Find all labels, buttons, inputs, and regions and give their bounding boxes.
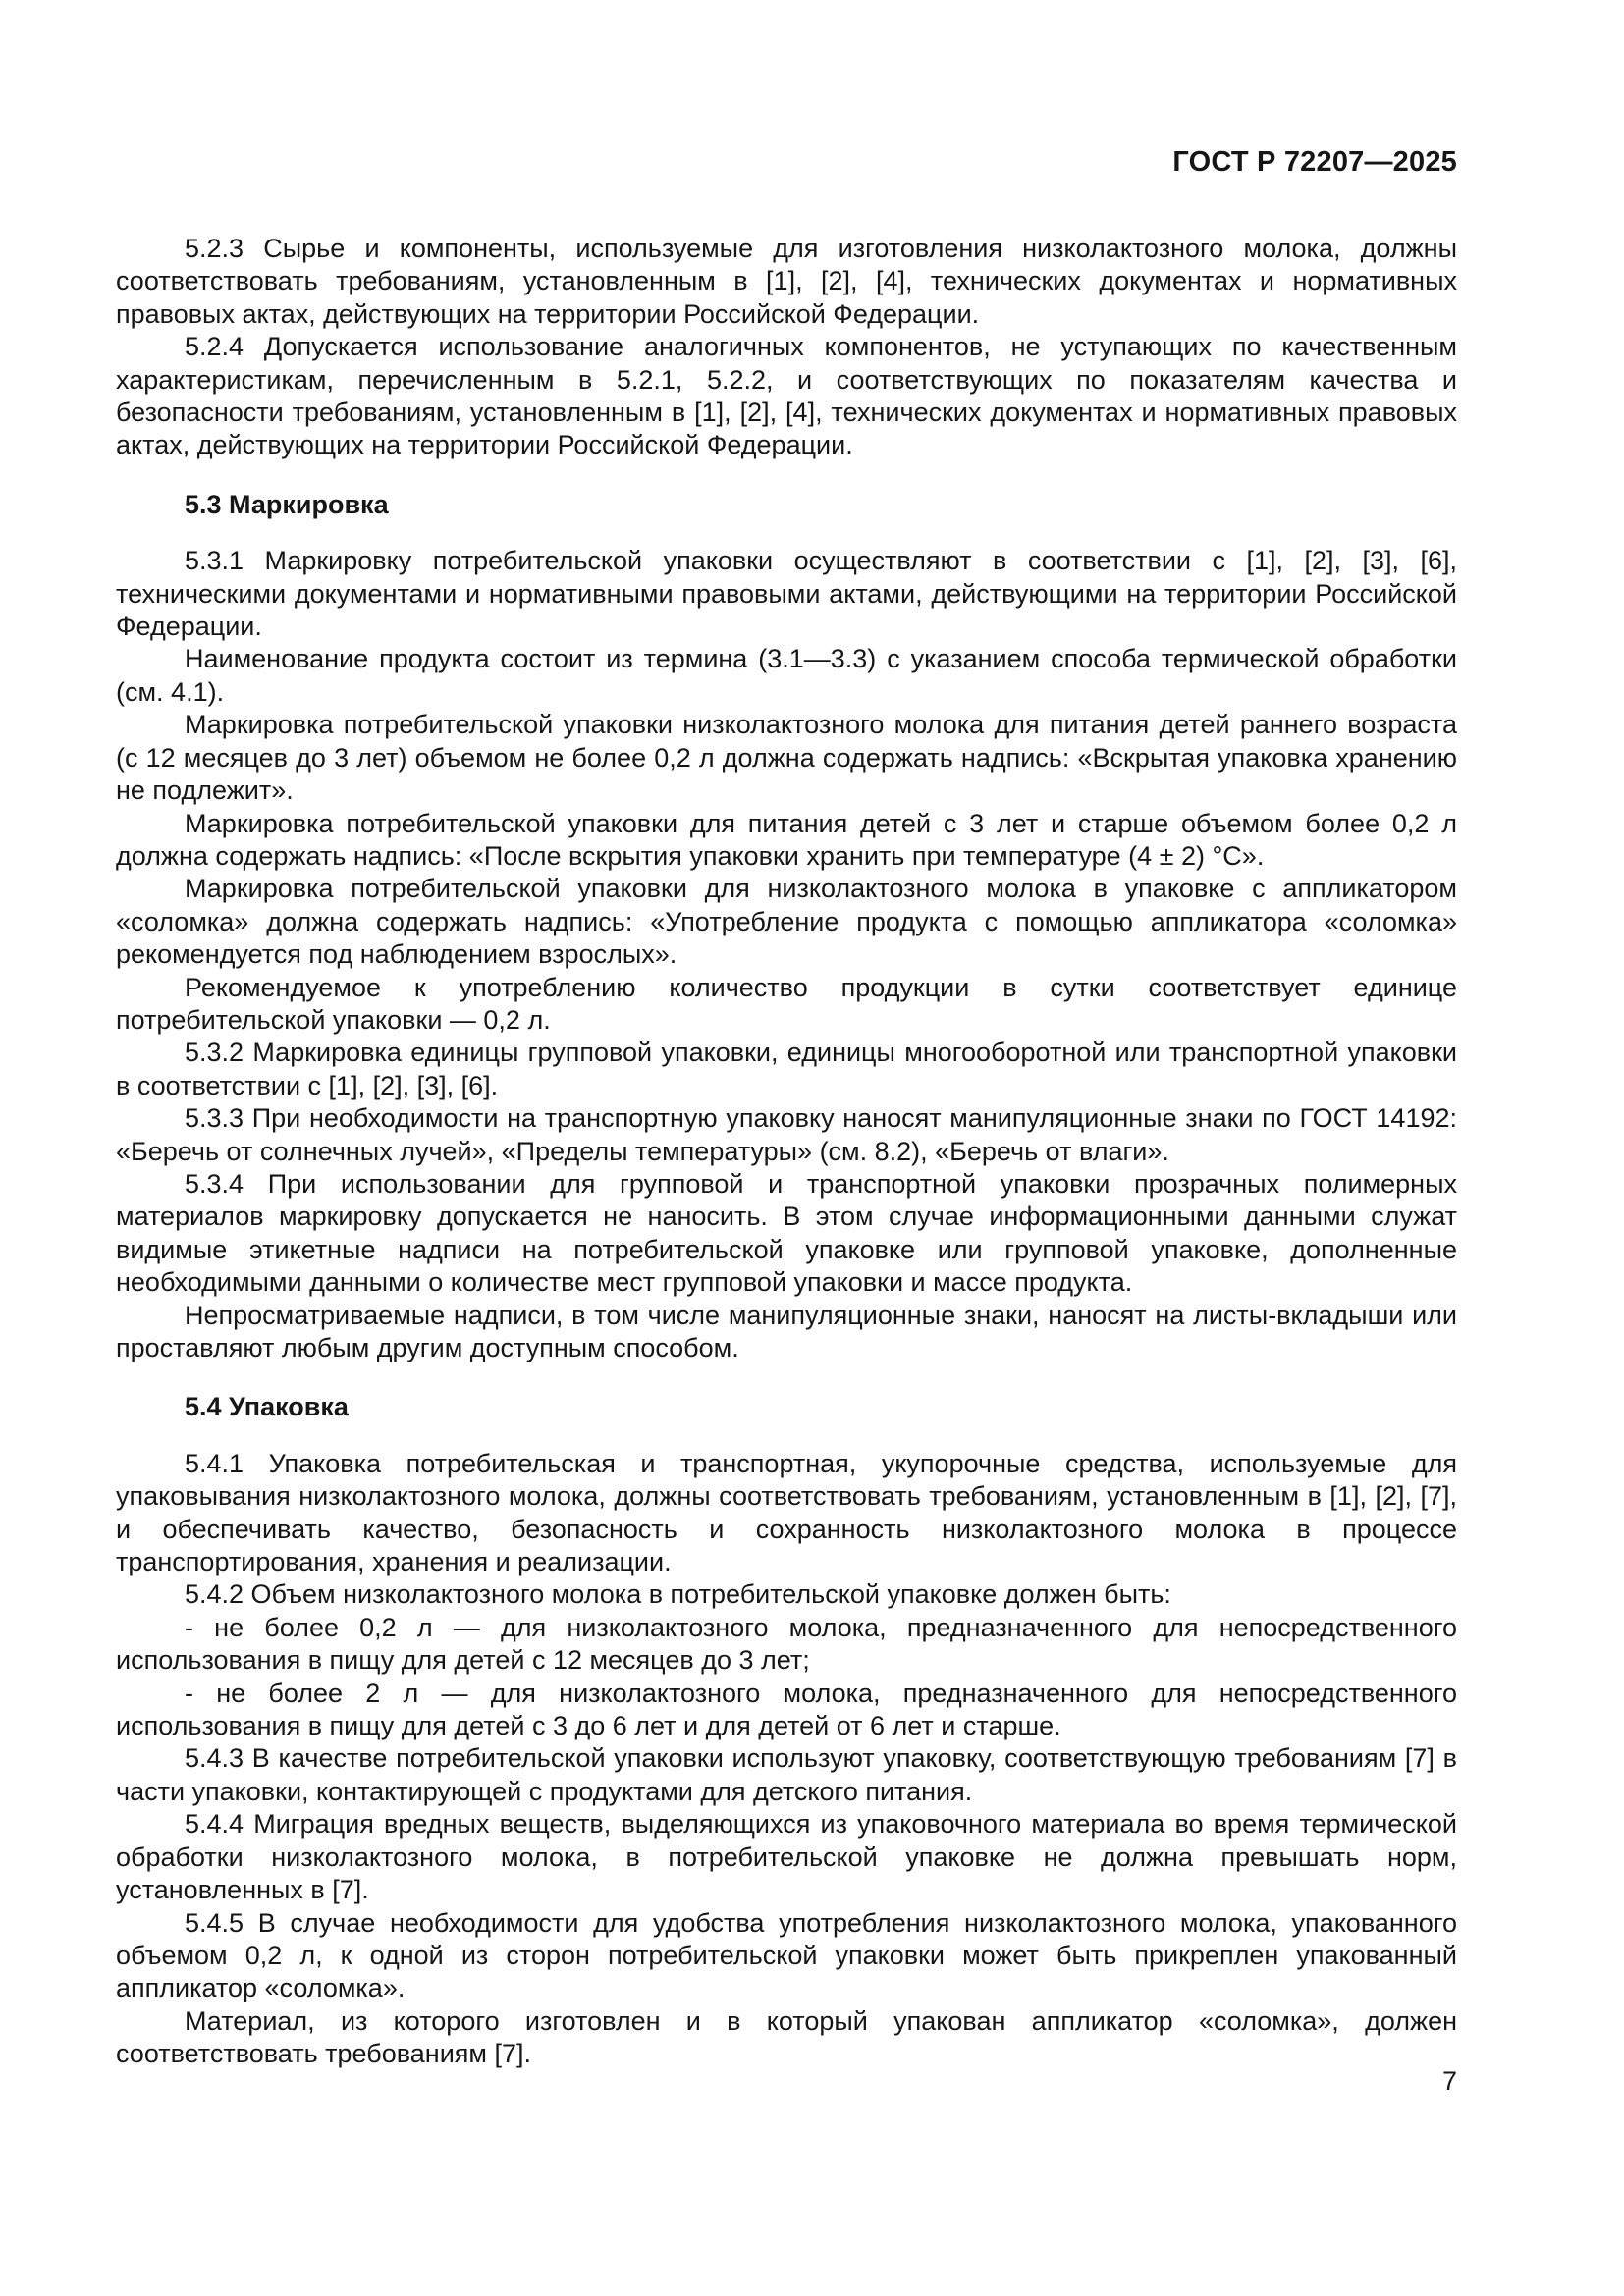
paragraph: 5.4.4 Миграция вредных веществ, выделяющихся из упаковочного материала во время термической обработки низколактозного молока, в потребительской упаковке не должна превышать норм, установленных в [7]. xyxy=(116,1809,1457,1905)
standard-code: ГОСТ Р 72207—2025 xyxy=(1172,146,1457,178)
page-footer xyxy=(116,2066,1457,2097)
paragraph: Непросматриваемые надписи, в том числе манипуляционные знаки, наносят на листы-вкладыши или проставляют любым другим доступным способом. xyxy=(116,1300,1457,1362)
paragraph: 5.4.3 В качестве потребительской упаковки используют упаковку, соответствующую требованиям [7] в части упаковки, контактирующей с продуктами для детского питания. xyxy=(116,1743,1457,1806)
paragraph: Наименование продукта состоит из термина (3.1—3.3) с указанием способа термической обработки (см. 4.1). xyxy=(116,644,1457,707)
paragraph: 5.3.1 Маркировку потребительской упаковки осуществляют в соответствии с [1], [2], [3], [6], техническими документами и нормативными правовыми актами, действующими на территории Российской Федерации. xyxy=(116,546,1457,642)
paragraph: 5.4.1 Упаковка потребительская и транспортная, укупорочные средства, используемые для упаковывания низколактозного молока, должны соответствовать требованиям, установленным в [1], [2], [7], и обеспечивать качество, безопасность и сохранность низколактозного молока в процессе транспортирования, хранения и реализации. xyxy=(116,1448,1457,1577)
paragraph: Материал, из которого изготовлен и в который упакован аппликатор «соломка», должен соответствовать требованиям [7]. xyxy=(116,2005,1457,2069)
paragraph: 5.4.2 Объем низколактозного молока в потребительской упаковке должен быть: xyxy=(185,1579,1171,1610)
paragraph: 5.2.3 Сырье и компоненты, используемые для изготовления низколактозного молока, должны соответствовать требованиям, установленным в [1], [2], [4], технических документах и нормативных правовых актах, действующих на территории Российской Федерации. xyxy=(116,234,1457,329)
paragraph: Рекомендуемое к употреблению количество продукции в сутки соответствует единице потребительской упаковки — 0,2 л. xyxy=(116,972,1457,1035)
paragraph: 5.3.2 Маркировка единицы групповой упаковки, единицы многооборотной или транспортной упаковки в соответствии с [1], [2], [3], [6]. xyxy=(116,1038,1457,1100)
paragraph: Маркировка потребительской упаковки для питания детей с 3 лет и старше объемом более 0,2 л должна содержать надпись: «После вскрытия упаковки хранить при температуре (4 ± 2) °С». xyxy=(116,808,1457,871)
paragraph: 5.3.4 При использовании для групповой и транспортной упаковки прозрачных полимерных материалов маркировку допускается не наносить. В этом случае информационными данными служат видимые этикетные надписи на потребительской упаковке или групповой упаковке, дополненные необходимыми данными о количестве мест групповой упаковки и массе продукта. xyxy=(116,1168,1457,1298)
section-heading: 5.4 Упаковка xyxy=(185,1392,349,1422)
page-number: 7 xyxy=(1441,2066,1457,2096)
section-heading: 5.3 Маркировка xyxy=(185,489,389,519)
document-content xyxy=(116,233,1457,2071)
paragraph: Маркировка потребительской упаковки низколактозного молока для питания детей раннего возраста (с 12 месяцев до 3 лет) объемом не более 0,2 л должна содержать надпись: «Вскрытая упаковка хранению не подлежит». xyxy=(116,710,1457,806)
paragraph: 5.4.5 В случае необходимости для удобства употребления низколактозного молока, упакованного объемом 0,2 л, к одной из сторон потребительской упаковки может быть прикреплен упакованный аппликатор «соломка». xyxy=(116,1907,1457,2003)
page-header xyxy=(116,146,1457,179)
paragraph: Маркировка потребительской упаковки для низколактозного молока в упаковке с аппликатором «соломка» должна содержать надпись: «Употребление продукта с помощью аппликатора «соломка» рекомендуется под наблюдением взрослых». xyxy=(116,874,1457,970)
list-item: - не более 0,2 л — для низколактозного молока, предназначенного для непосредственного использования в пищу для детей с 12 месяцев до 3 лет; xyxy=(116,1612,1457,1676)
paragraph: 5.3.3 При необходимости на транспортную упаковку наносят манипуляционные знаки по ГОСТ 14192: «Беречь от солнечных лучей», «Пределы температуры» (см. 8.2), «Беречь от влаги». xyxy=(116,1103,1457,1166)
list-item: - не более 2 л — для низколактозного молока, предназначенного для непосредственного использования в пищу для детей с 3 до 6 лет и для детей от 6 лет и старше. xyxy=(116,1678,1457,1741)
paragraph: 5.2.4 Допускается использование аналогичных компонентов, не уступающих по качественным характеристикам, перечисленным в 5.2.1, 5.2.2, и соответствующих по показателям качества и безопасности требованиям, установленным в [1], [2], [4], технических документах и нормативных правовых актах, действующих на территории Российской Федерации. xyxy=(116,332,1457,460)
